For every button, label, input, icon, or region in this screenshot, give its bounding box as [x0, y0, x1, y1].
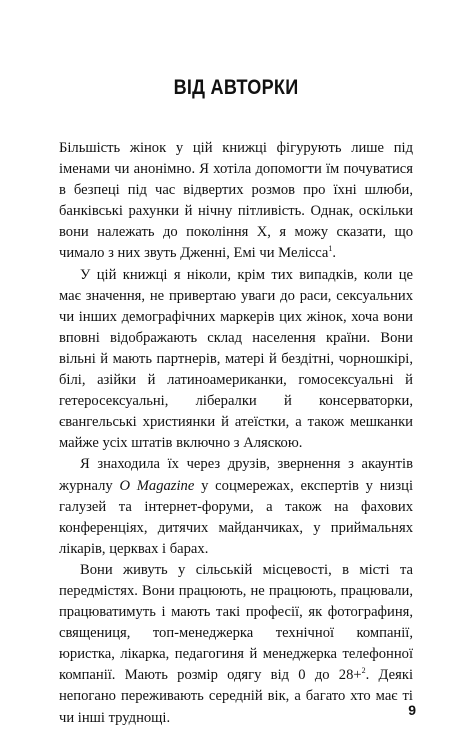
magazine-name: O Magazine — [119, 477, 195, 494]
paragraph-3-text-after: у соцмережах, експертів у низці галузей та інтернет-форуми, а також на фахових конференціях, дитячих майданчиках, у приймальнях лікарів, церквах і барах. — [59, 477, 414, 557]
body-text — [59, 138, 413, 729]
paragraph-3 — [59, 454, 413, 559]
chapter-title: ВІД АВТОРКИ — [173, 76, 299, 99]
paragraph-4 — [59, 560, 413, 729]
paragraph-4-text: Вони живуть у сільській місцевості, в місті та передмістях. Вони працюють, не працюють, працювали, працюватимуть і мають такі професії, як фотографиня, священиця, топ-менеджерка технічної компанії, юристка, лікарка, педагогиня й менеджерка телефонної компанії. Мають розмір одягу від 0 до 28+ — [59, 561, 413, 684]
page-number: 9 — [408, 702, 416, 718]
footnote-ref-2: 2 — [361, 666, 366, 676]
paragraph-1-text: Більшість жінок у цій книжці фігурують лише під іменами чи анонімно. Я хотіла допомогти їм почуватися в безпеці під час відвертих розмов про їхні шлюби, банківські рахунки й нічну пітливість. Однак, оскільки вони належать до покоління Х, я можу сказати, що чимало з них звуть Дженні, Емі чи Мелісса — [59, 140, 413, 262]
footnote-ref-1: 1 — [328, 244, 333, 254]
paragraph-4-tail: . Деякі непогано переживають середній вік, а багато хто має ті чи інші труднощі. — [59, 667, 414, 726]
paragraph-1-tail: . — [332, 245, 337, 262]
paragraph-2: У цій книжці я ніколи, крім тих випадків, коли це має значення, не привертаю уваги до раси, сексуальних чи інших демографічних маркерів цих жінок, хоча вони вповні відображають склад населення країни. Вони вільні й мають партнерів, матері й бездітні, чорношкірі, білі, азійки й латиноамериканки, гомосексуальні й гетеросексуальні, лібералки й консерваторки, євангельські християнки й атеїстки, а також мешканки майже усіх штатів включно з Аляскою. — [59, 266, 413, 452]
paragraph-3-text-before: Я знаходила їх через друзів, звернення з акаунтів журналу — [59, 456, 413, 494]
paragraph-1 — [59, 138, 413, 265]
